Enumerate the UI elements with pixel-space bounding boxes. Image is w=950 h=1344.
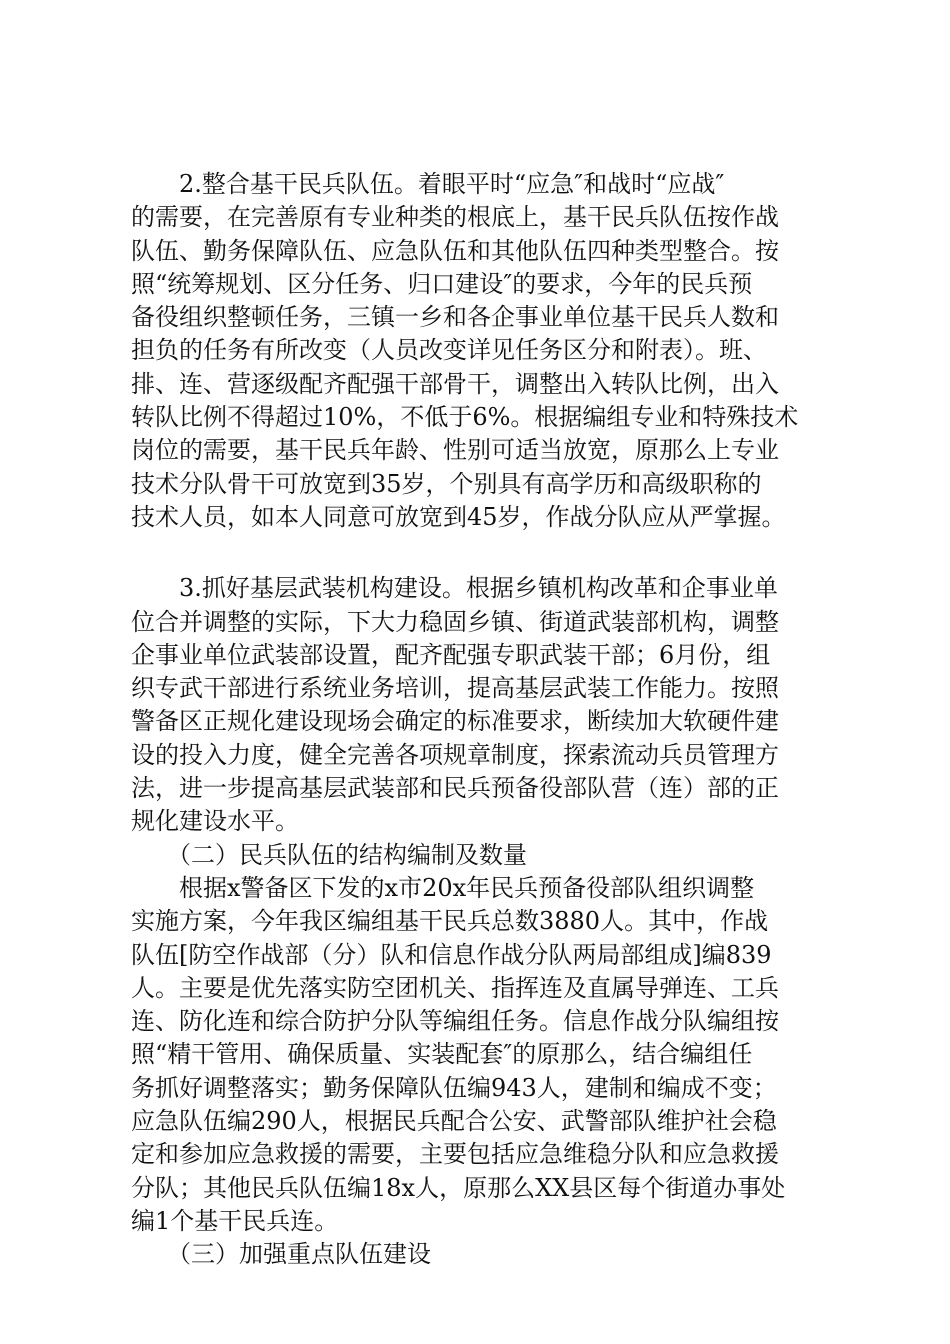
text-line: 队伍、勤务保障队伍、应急队伍和其他队伍四种类型整合。按 — [131, 236, 779, 265]
document-page — [131, 168, 823, 1272]
text-line: 岗位的需要，基干民兵年龄、性别可适当放宽，原那么上专业 — [131, 436, 779, 465]
text-line: 警备区正规化建设现场会确定的标准要求，断续加大软硬件建 — [131, 707, 779, 736]
text-line: 人。主要是优先落实防空团机关、指挥连及直属导弹连、工兵 — [131, 973, 779, 1002]
text-line: 规化建设水平。 — [131, 807, 299, 836]
section-heading-structure: （二）民兵队伍的结构编制及数量 — [131, 840, 527, 869]
text-line: 应急队伍编290人，根据民兵配合公安、武警部队维护社会稳 — [131, 1107, 777, 1136]
text-line: 转队比例不得超过10%，不低于6%。根据编组专业和特殊技术 — [131, 403, 799, 432]
text-line: 连、防化连和综合防护分队等编组任务。信息作战分队编组按 — [131, 1007, 779, 1036]
text-line: 照“统筹规划、区分任务、归口建设″的要求，今年的民兵预 — [131, 269, 753, 298]
text-line: 2.整合基干民兵队伍。着眼平时“应急″和战时“应战″ — [131, 170, 725, 198]
text-line: 实施方案，今年我区编组基干民兵总数3880人。其中，作战 — [131, 907, 769, 936]
paragraph-militia-integration — [131, 168, 823, 534]
text-line: 的需要，在完善原有专业种类的根底上，基干民兵队伍按作战 — [131, 203, 779, 232]
text-line: 位合并调整的实际，下大力稳固乡镇、街道武装部机构，调整 — [131, 607, 779, 636]
text-line: 技术人员，如本人同意可放宽到45岁，作战分队应从严掌握。 — [131, 502, 786, 531]
text-line: 照“精干管用、确保质量、实装配套″的原那么，结合编组任 — [131, 1040, 753, 1069]
text-line: 织专武干部进行系统业务培训，提高基层武装工作能力。按照 — [131, 674, 779, 703]
text-line: 根据x警备区下发的x市20x年民兵预备役部队组织调整 — [131, 873, 755, 902]
text-line: 务抓好调整落实；勤务保障队伍编943人，建制和编成不变； — [131, 1073, 777, 1102]
text-line: 编1个基干民兵连。 — [131, 1206, 339, 1235]
text-line: 备役组织整顿任务，三镇一乡和各企事业单位基干民兵人数和 — [131, 303, 779, 332]
text-line: 法，进一步提高基层武装部和民兵预备役部队营（连）部的正 — [131, 774, 779, 803]
text-line: 队伍[防空作战部（分）队和信息作战分队两局部组成]编839 — [131, 940, 772, 969]
text-line: 企事业单位武装部设置，配齐配强专职武装干部；6月份，组 — [131, 640, 771, 669]
paragraph-armed-institution — [131, 572, 823, 838]
text-line: 分队；其他民兵队伍编18x人，原那么XX县区每个街道办事处 — [131, 1173, 786, 1202]
section-heading-key-forces: （三）加强重点队伍建设 — [131, 1240, 431, 1269]
paragraph-structure-quantity — [131, 872, 823, 1238]
text-line: 技术分队骨干可放宽到35岁，个别具有高学历和高级职称的 — [131, 469, 762, 498]
text-line: 担负的任务有所改变（人员改变详见任务区分和附表）。班、 — [131, 336, 767, 365]
text-line: 3.抓好基层武装机构建设。根据乡镇机构改革和企事业单 — [131, 574, 778, 603]
text-line: 排、连、营逐级配齐配强干部骨干，调整出入转队比例，出入 — [131, 369, 779, 398]
text-line: 定和参加应急救援的需要，主要包括应急维稳分队和应急救援 — [131, 1140, 779, 1169]
text-line: 设的投入力度，健全完善各项规章制度，探索流动兵员管理方 — [131, 740, 779, 769]
paragraph-gap — [131, 534, 823, 572]
